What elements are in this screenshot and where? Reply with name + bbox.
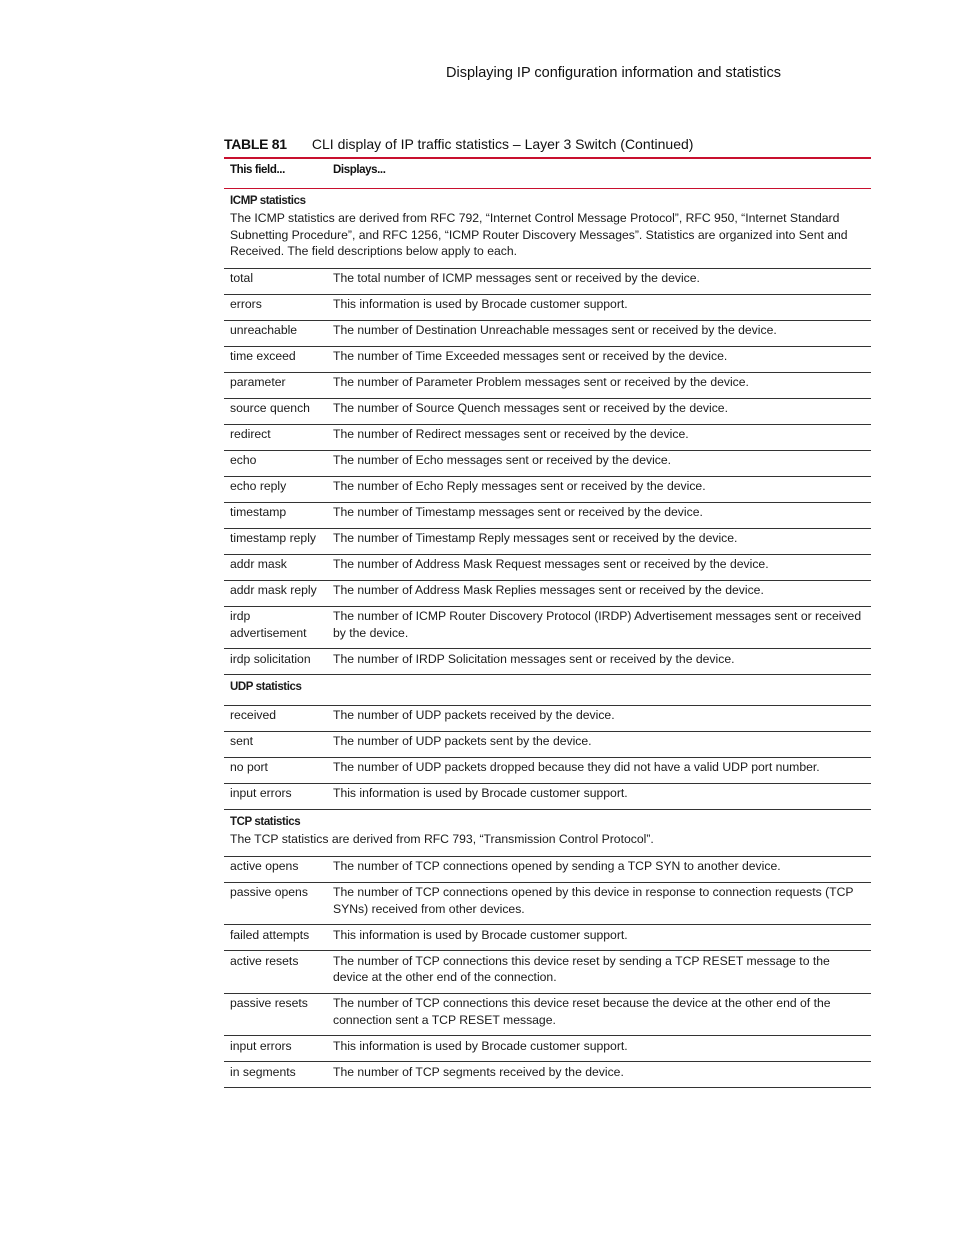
field-description-cell: The number of ICMP Router Discovery Protocol (IRDP) Advertisement messages sent or received by the device. <box>327 606 871 649</box>
column-header-field: This field... <box>224 158 327 188</box>
field-description-cell: The number of Echo Reply messages sent or received by the device. <box>327 476 871 502</box>
table-row <box>224 476 871 502</box>
field-description-cell: This information is used by Brocade customer support. <box>327 294 871 320</box>
table-caption <box>224 136 693 152</box>
field-name-cell: parameter <box>224 372 327 398</box>
field-name-cell: passive resets <box>224 993 327 1036</box>
field-name-cell: sent <box>224 731 327 757</box>
field-name-cell: no port <box>224 757 327 783</box>
field-description-cell: The number of Echo messages sent or received by the device. <box>327 450 871 476</box>
field-description-cell: The number of Parameter Problem messages sent or received by the device. <box>327 372 871 398</box>
field-description-cell: The number of TCP connections opened by sending a TCP SYN to another device. <box>327 856 871 882</box>
table-row <box>224 951 871 994</box>
section-row-udp <box>224 675 871 706</box>
field-description-cell: The number of TCP connections this device reset because the device at the other end of the connection sent a TCP RESET message. <box>327 993 871 1036</box>
field-name-cell: irdp advertisement <box>224 606 327 649</box>
field-description-cell: The total number of ICMP messages sent or received by the device. <box>327 268 871 294</box>
field-name-cell: unreachable <box>224 320 327 346</box>
table-row <box>224 528 871 554</box>
field-name-cell: input errors <box>224 783 327 809</box>
field-description-cell: This information is used by Brocade customer support. <box>327 925 871 951</box>
table-row <box>224 268 871 294</box>
table-row <box>224 882 871 925</box>
table-row <box>224 856 871 882</box>
table-header-row <box>224 158 871 188</box>
table-row <box>224 757 871 783</box>
field-description-cell: The number of TCP connections opened by this device in response to connection requests (TCP SYNs) received from other devices. <box>327 882 871 925</box>
section-title-udp: UDP statistics <box>230 681 302 693</box>
section-row-icmp <box>224 188 871 268</box>
table-row <box>224 424 871 450</box>
table-row <box>224 372 871 398</box>
field-description-cell: The number of Time Exceeded messages sent or received by the device. <box>327 346 871 372</box>
table-row <box>224 731 871 757</box>
table-row <box>224 783 871 809</box>
field-name-cell: addr mask reply <box>224 580 327 606</box>
field-name-cell: passive opens <box>224 882 327 925</box>
field-description-cell: The number of Source Quench messages sent or received by the device. <box>327 398 871 424</box>
table-title: CLI display of IP traffic statistics – Layer 3 Switch (Continued) <box>311 136 694 152</box>
field-description-cell: The number of TCP connections this device reset by sending a TCP RESET message to the device at the other end of the connection. <box>327 951 871 994</box>
table-row <box>224 320 871 346</box>
column-header-displays: Displays... <box>327 158 871 188</box>
running-header: Displaying IP configuration information and statistics <box>446 65 782 81</box>
field-description-cell: This information is used by Brocade customer support. <box>327 783 871 809</box>
field-description-cell: The number of Address Mask Request messages sent or received by the device. <box>327 554 871 580</box>
field-description-cell: The number of Timestamp Reply messages sent or received by the device. <box>327 528 871 554</box>
statistics-table <box>224 157 871 1088</box>
field-name-cell: echo <box>224 450 327 476</box>
table-row <box>224 606 871 649</box>
field-description-cell: The number of UDP packets received by the device. <box>327 705 871 731</box>
table-row <box>224 993 871 1036</box>
field-name-cell: received <box>224 705 327 731</box>
field-name-cell: total <box>224 268 327 294</box>
table-row <box>224 398 871 424</box>
table-row <box>224 554 871 580</box>
section-text-tcp: The TCP statistics are derived from RFC 793, “Transmission Control Protocol”. <box>230 832 654 846</box>
field-name-cell: input errors <box>224 1036 327 1062</box>
field-name-cell: timestamp <box>224 502 327 528</box>
field-description-cell: The number of UDP packets dropped because they did not have a valid UDP port number. <box>327 757 871 783</box>
field-name-cell: irdp solicitation <box>224 649 327 675</box>
field-description-cell: The number of UDP packets sent by the device. <box>327 731 871 757</box>
section-row-tcp <box>224 809 871 856</box>
field-name-cell: source quench <box>224 398 327 424</box>
table-row <box>224 1062 871 1088</box>
field-description-cell: The number of Address Mask Replies messages sent or received by the device. <box>327 580 871 606</box>
field-description-cell: The number of TCP segments received by the device. <box>327 1062 871 1088</box>
table-row <box>224 1036 871 1062</box>
field-name-cell: timestamp reply <box>224 528 327 554</box>
table-row <box>224 649 871 675</box>
table-row <box>224 346 871 372</box>
field-name-cell: addr mask <box>224 554 327 580</box>
field-name-cell: in segments <box>224 1062 327 1088</box>
table-body <box>224 188 871 1088</box>
table-row <box>224 925 871 951</box>
section-text-icmp: The ICMP statistics are derived from RFC 792, “Internet Control Message Protocol”, RFC 950, “Internet Standard Subnetting Procedure”, and RFC 1256, “ICMP Router Discovery Messages”. Statistics are organized into Sent and Received. The field descriptions below apply to each. <box>230 211 848 258</box>
field-name-cell: redirect <box>224 424 327 450</box>
section-title-tcp: TCP statistics <box>230 815 301 828</box>
field-description-cell: The number of Destination Unreachable messages sent or received by the device. <box>327 320 871 346</box>
table-row <box>224 294 871 320</box>
field-name-cell: errors <box>224 294 327 320</box>
field-name-cell: time exceed <box>224 346 327 372</box>
field-name-cell: echo reply <box>224 476 327 502</box>
table-row <box>224 705 871 731</box>
field-description-cell: The number of Redirect messages sent or received by the device. <box>327 424 871 450</box>
statistics-table-container <box>224 157 871 1088</box>
table-row <box>224 450 871 476</box>
table-number: TABLE 81 <box>224 136 287 152</box>
field-name-cell: active resets <box>224 951 327 994</box>
table-row <box>224 502 871 528</box>
field-description-cell: The number of Timestamp messages sent or received by the device. <box>327 502 871 528</box>
field-description-cell: This information is used by Brocade customer support. <box>327 1036 871 1062</box>
field-name-cell: failed attempts <box>224 925 327 951</box>
table-row <box>224 580 871 606</box>
field-description-cell: The number of IRDP Solicitation messages sent or received by the device. <box>327 649 871 675</box>
field-name-cell: active opens <box>224 856 327 882</box>
section-title-icmp: ICMP statistics <box>230 194 306 207</box>
